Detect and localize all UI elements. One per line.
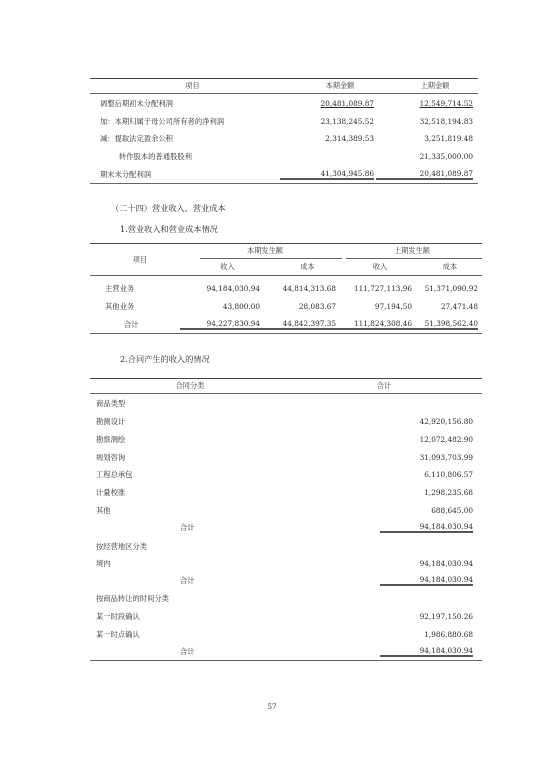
table1-bottom-rule: [90, 183, 478, 184]
table2-cell: 111,727,113.96: [353, 284, 412, 293]
table3-row-value: 92,197,150.26: [419, 612, 473, 621]
table2-row-label: 其他业务: [105, 302, 135, 311]
table2-row-label-total: 合计: [124, 320, 139, 329]
section-title: （二十四）营业收入、营业成本: [111, 203, 226, 213]
table3-group-label: 商品类型: [96, 399, 126, 408]
table3-row-label: 某一时点确认: [96, 630, 140, 639]
table3-header-category: 合同分类: [175, 381, 205, 390]
table2-cell: 43,800.00: [222, 302, 260, 311]
table2-subheader-income: 收入: [372, 262, 388, 271]
table1-row-previous: 12,549,714.52: [419, 99, 473, 108]
table3-row-value-total: 94,184,030.94: [380, 575, 473, 586]
subsection-title-1: 1.营业收入和营业成本情况: [120, 224, 218, 234]
table2-header-rule: [90, 275, 482, 276]
table3-row-value-total: 94,184,030.94: [380, 646, 473, 657]
table3-row-label: 计量校准: [96, 488, 126, 497]
table2-bottom-rule: [90, 333, 482, 334]
table1-row-label: 减：提取法定盈余公积: [100, 134, 173, 143]
table2-cell-total: 44,842,397.35: [260, 319, 336, 330]
table3-row-label: 规划咨询: [96, 453, 126, 462]
table2-header-previous-group: 上期发生额: [394, 246, 430, 255]
table1-row-previous: 3,251,819.48: [424, 134, 473, 143]
table1-row-previous: 21,335,000.00: [419, 152, 473, 161]
table2-header-item: 项目: [132, 255, 148, 264]
table2-cell: 44,814,313.68: [282, 284, 336, 293]
table3-row-value: 6,110,806.57: [424, 470, 473, 479]
table2-cell-total: 111,824,308.46: [336, 319, 412, 330]
table1-header-previous: 上期金额: [420, 81, 450, 90]
table1-row-current: 2,314,389.53: [325, 134, 374, 143]
table1-row-current: 23,138,245.52: [320, 117, 374, 126]
table1-header-rule: [90, 93, 478, 94]
table2-cell-total: 94,227,830.94: [180, 319, 260, 330]
table3-row-label-total: 合计: [180, 576, 195, 585]
table2-cell-total: 51,398,562.40: [412, 319, 478, 330]
table2-cell: 51,371,090.92: [424, 284, 478, 293]
table1-header-current: 本期金额: [325, 81, 355, 90]
table1-row-label: 转作股本的普通股股利: [119, 152, 192, 161]
table3-row-label-total: 合计: [180, 647, 195, 656]
table3-row-label: 其他: [96, 506, 111, 515]
table1-row-previous: 20,481,089.87: [376, 169, 473, 180]
table3-row-label: 勘察测绘: [96, 435, 126, 444]
table2-cell: 28,083.67: [298, 302, 336, 311]
table3-top-rule: [90, 378, 482, 379]
table3-bottom-rule: [90, 660, 482, 661]
subsection-title-2: 2.合同产生的收入的情况: [120, 354, 210, 364]
table3-header-rule: [90, 393, 482, 394]
table2-cell: 94,184,030.94: [206, 284, 260, 293]
table3-row-value: 94,184,030.94: [419, 559, 473, 568]
table2-cell: 27,471.48: [440, 302, 478, 311]
table3-row-value: 42,920,156.80: [419, 417, 473, 426]
table3-row-value-total: 94,184,030.94: [380, 522, 473, 533]
table2-top-rule: [90, 243, 482, 244]
table1-row-previous: 32,518,194.83: [419, 117, 473, 126]
table3-header-total: 合计: [376, 381, 392, 390]
table3-group-label: 按商品转让的时间分类: [96, 594, 169, 603]
table1-row-current: 41,304,945.86: [280, 169, 374, 180]
table1-header-item: 项目: [185, 81, 200, 90]
table3-group-label: 按经营地区分类: [96, 542, 148, 551]
table3-row-label: 工程总承包: [96, 470, 133, 479]
table1-row-current: 20,481,089.87: [320, 99, 374, 108]
table3-row-label: 勘测设计: [96, 417, 126, 426]
table2-subheader-income: 收入: [220, 262, 235, 271]
table3-row-value: 1,986,880.68: [424, 630, 473, 639]
table2-cell: 97,194.50: [374, 302, 412, 311]
page-number: 57: [267, 702, 277, 711]
table2-subheader-cost: 成本: [300, 262, 315, 271]
table3-row-value: 688,645.00: [431, 506, 473, 515]
table3-row-value: 1,298,235.68: [424, 488, 473, 497]
table3-row-value: 31,093,703.99: [419, 453, 473, 462]
table2-header-current-group: 本期发生额: [247, 246, 283, 255]
table2-group-rule: [200, 258, 342, 259]
table3-row-label: 境内: [96, 559, 111, 568]
table2-subheader-cost: 成本: [442, 262, 458, 271]
table3-row-label: 某一时段确认: [96, 612, 140, 621]
table1-row-label: 加：本期归属于母公司所有者的净利润: [100, 117, 225, 126]
table3-row-value: 12,072,482.90: [419, 435, 473, 444]
table2-row-label: 主营业务: [105, 284, 135, 293]
table2-group-rule: [346, 258, 482, 259]
table1-row-label: 调整后期初未分配利润: [100, 99, 173, 108]
table1-top-rule: [90, 78, 478, 79]
table3-row-label-total: 合计: [180, 523, 195, 532]
table1-row-label: 期末未分配利润: [100, 170, 152, 179]
